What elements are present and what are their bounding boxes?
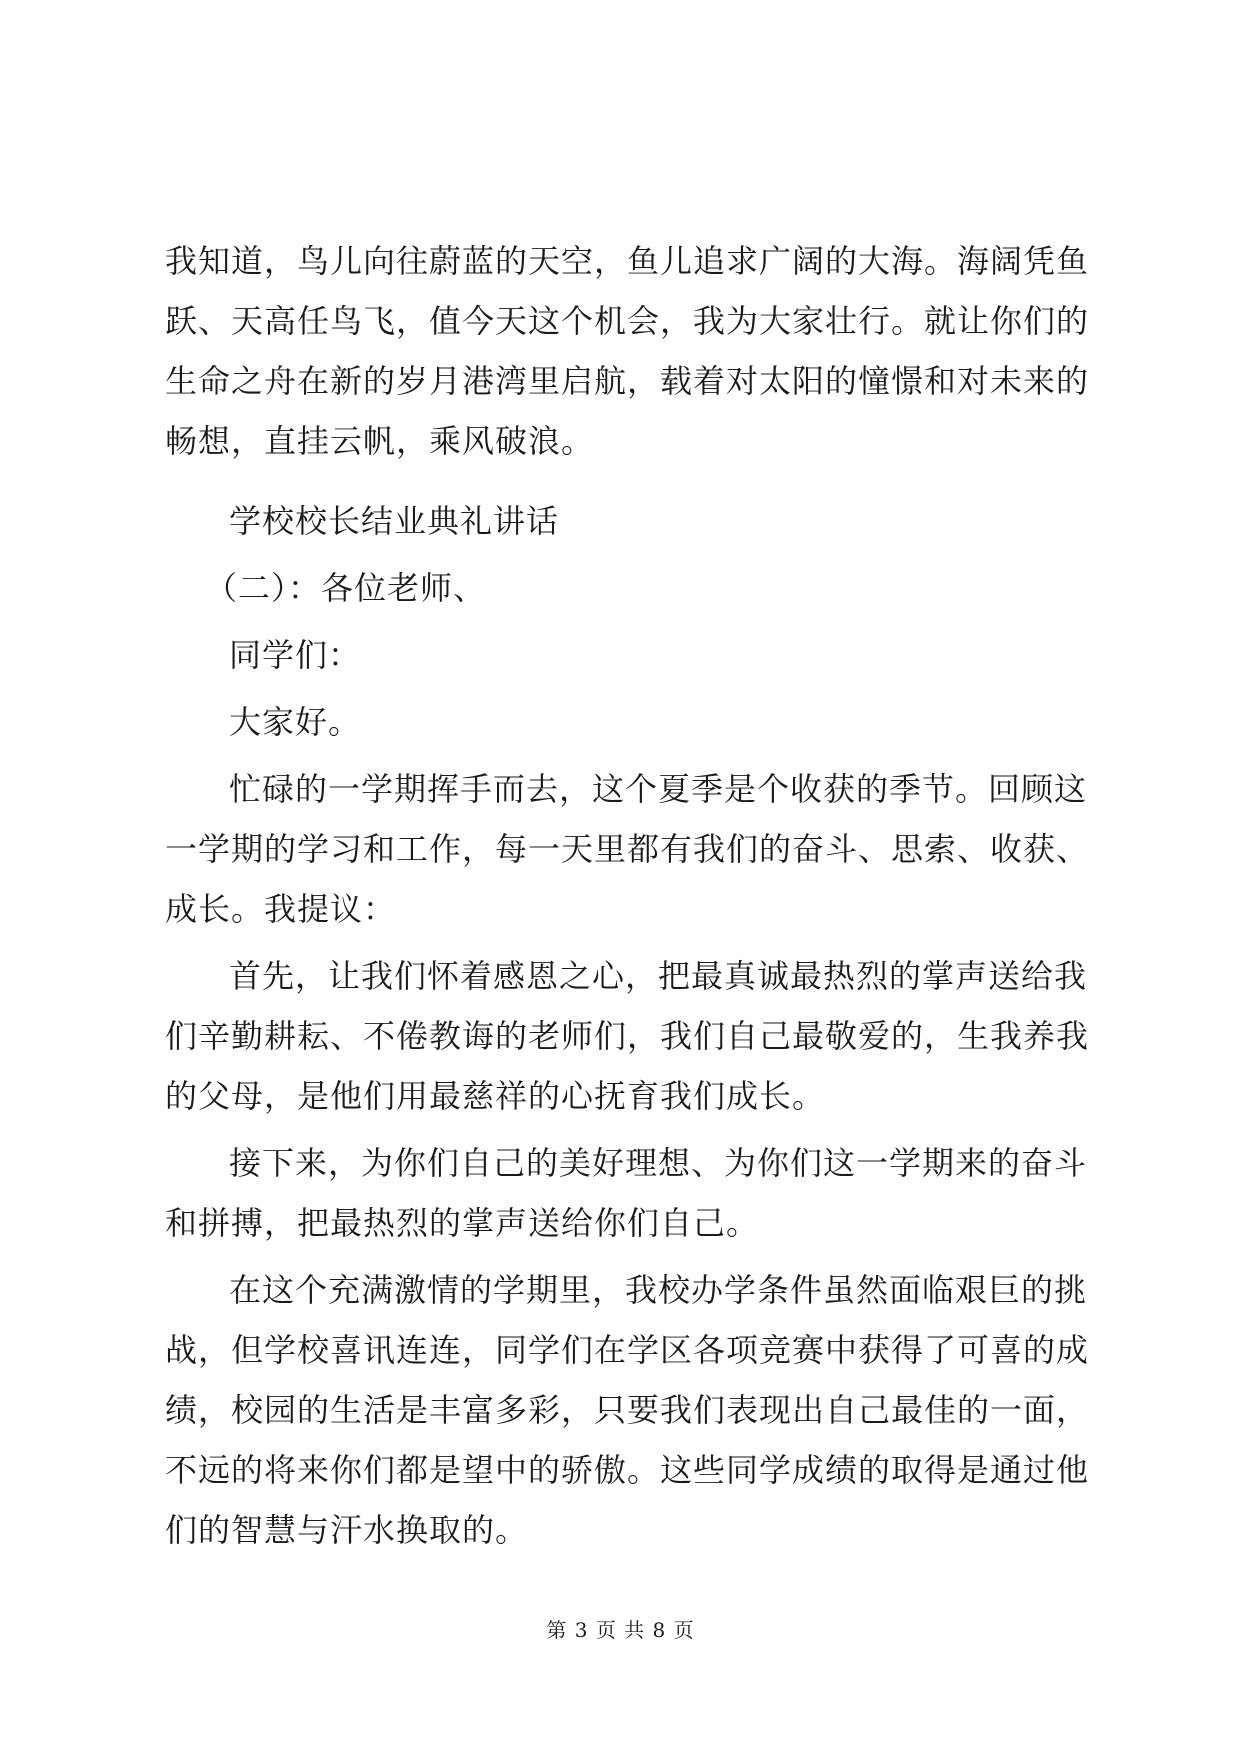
greeting-hello: 大家好。 xyxy=(229,703,362,741)
text-line: 忙碌的一学期挥手而去，这个夏季是个收获的季节。回顾这 xyxy=(229,770,1088,808)
text-line: 战，但学校喜讯连连，同学们在学区各项竞赛中获得了可喜的成 xyxy=(165,1331,1090,1369)
text-line: 不远的将来你们都是望中的骄傲。这些同学成绩的取得是通过他 xyxy=(165,1451,1090,1489)
text-line: 绩，校园的生活是丰富多彩，只要我们表现出自己最佳的一面， xyxy=(165,1391,1090,1429)
text-line: 首先，让我们怀着感恩之心，把最真诚最热烈的掌声送给我 xyxy=(229,957,1088,995)
greeting-students: 同学们： xyxy=(229,636,362,674)
text-line: 畅想，直挂云帆，乘风破浪。 xyxy=(165,422,595,460)
text-line: 在这个充满激情的学期里，我校办学条件虽然面临艰巨的挑 xyxy=(229,1271,1088,1309)
text-line: 的父母，是他们用最慈祥的心抚育我们成长。 xyxy=(165,1077,826,1115)
text-line: 一学期的学习和工作，每一天里都有我们的奋斗、思索、收获、 xyxy=(165,830,1090,868)
text-line: 们的智慧与汗水换取的。 xyxy=(165,1511,529,1549)
paragraph-gratitude xyxy=(165,946,1090,1126)
text-line: 跃、天高任鸟飞，值今天这个机会，我为大家壮行。就让你们的 xyxy=(165,302,1090,340)
text-line: 我知道，鸟儿向往蔚蓝的天空，鱼儿追求广阔的大海。海阔凭鱼 xyxy=(165,242,1090,280)
page-number-footer: 第 3 页 共 8 页 xyxy=(546,1618,695,1642)
paragraph-achievements xyxy=(165,1260,1090,1560)
text-line: 成长。我提议： xyxy=(165,890,397,928)
text-line: 们辛勤耕耘、不倦教诲的老师们，我们自己最敬爱的，生我养我 xyxy=(165,1017,1090,1055)
paragraph-aspiration xyxy=(165,231,1090,471)
text-line: 生命之舟在新的岁月港湾里启航，载着对太阳的憧憬和对未来的 xyxy=(165,362,1090,400)
paragraph-semester xyxy=(165,759,1090,939)
text-line: 和拼搏，把最热烈的掌声送给你们自己。 xyxy=(165,1204,760,1242)
text-line: 接下来，为你们自己的美好理想、为你们这一学期来的奋斗 xyxy=(229,1144,1088,1182)
speech-subtitle: （二）：各位老师、 xyxy=(205,569,487,607)
paragraph-applause xyxy=(165,1133,1088,1253)
document-body xyxy=(165,231,1090,1560)
speech-title: 学校校长结业典礼讲话 xyxy=(229,502,560,540)
